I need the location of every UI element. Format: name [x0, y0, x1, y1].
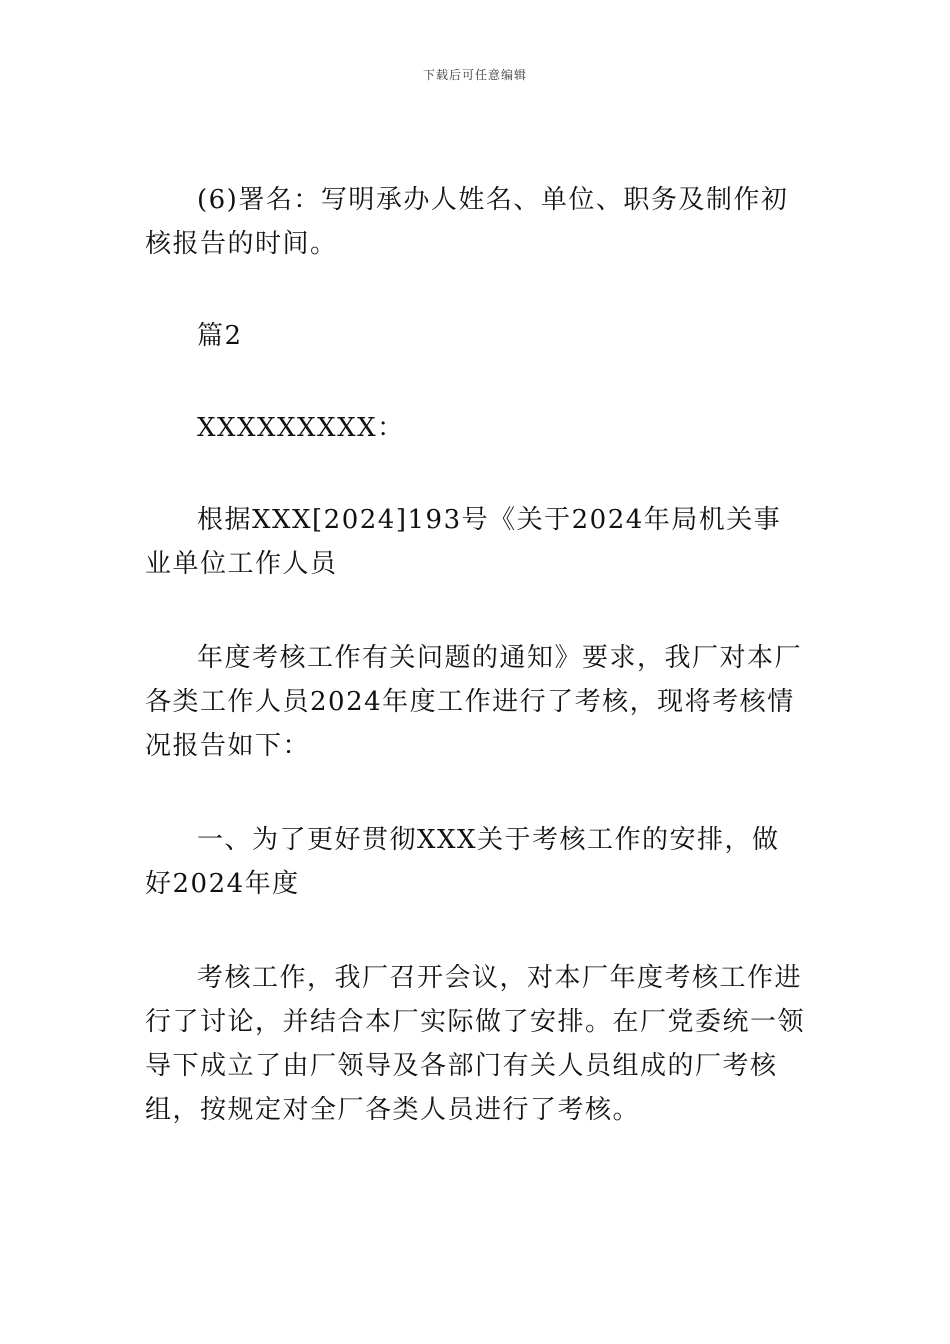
- paragraph-requirement: 年度考核工作有关问题的通知》要求，我厂对本厂各类工作人员2024年度工作进行了考核，现将考核情况报告如下：: [145, 643, 803, 761]
- document-body: [145, 178, 807, 1132]
- paragraph-signature: (6)署名：写明承办人姓名、单位、职务及制作初核报告的时间。: [145, 185, 789, 259]
- paragraph-assessment: 考核工作，我厂召开会议，对本厂年度考核工作进行了讨论，并结合本厂实际做了安排。在厂党委统一领导下成立了由厂领导及各部门有关人员组成的厂考核组，按规定对全厂各类人员进行了考核。: [145, 963, 806, 1125]
- paragraph-basis: 根据XXX[2024]193号《关于2024年局机关事业单位工作人员: [145, 505, 782, 579]
- section-heading: 篇2: [197, 321, 243, 351]
- page-header-note: 下载后可任意编辑: [422, 68, 527, 82]
- paragraph-point-one: 一、为了更好贯彻XXX关于考核工作的安排，做好2024年度: [145, 825, 780, 899]
- salutation: XXXXXXXXX：: [197, 413, 405, 443]
